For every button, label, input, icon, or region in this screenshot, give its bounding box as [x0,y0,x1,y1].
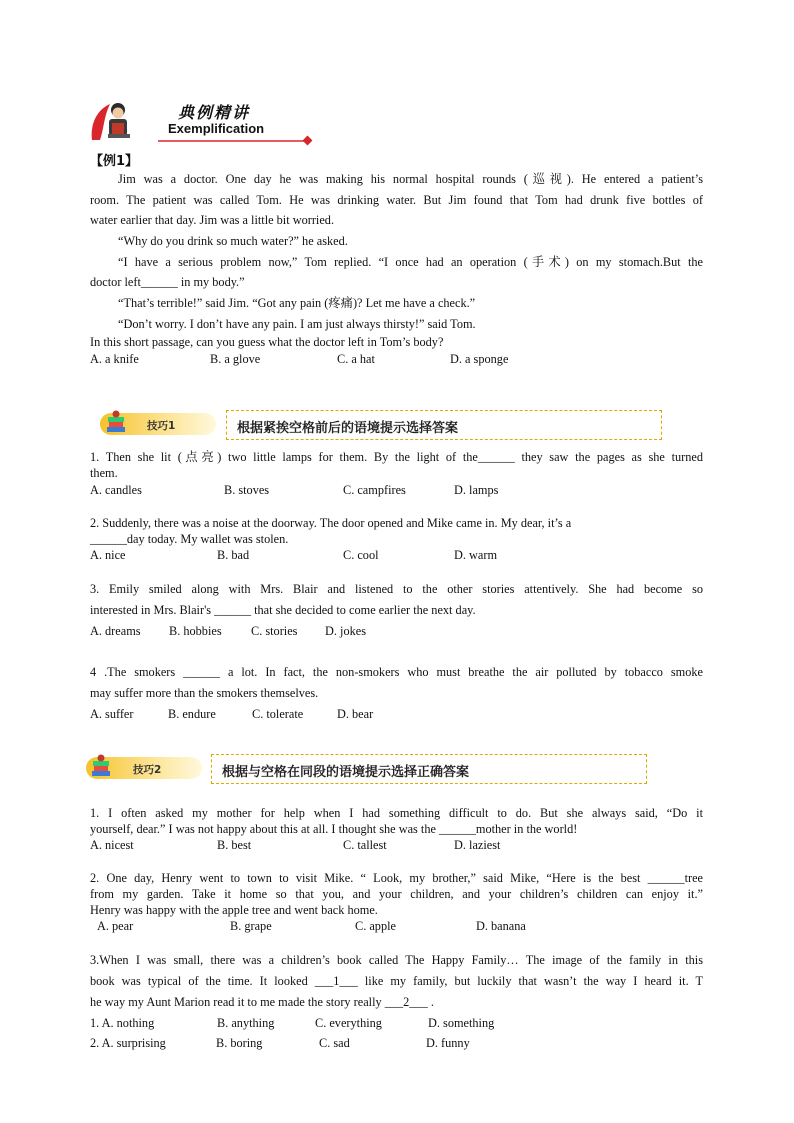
example-line-2: room. The patient was called Tom. He was drinking water. But Jim found that Tom had drunk five bottles of [90,193,703,207]
example-line-5: “I have a serious problem now,” Tom replied. “I once had an operation (手术) on my stomach.But the [118,255,703,269]
tip2-q1-line-2: yourself, dear.” I was not happy about this at all. I thought she was the ______mother in the world! [90,822,578,836]
tip2-q2-line-3: Henry was happy with the apple tree and went back home. [90,903,378,917]
tip1-q1-option-b: B. stoves [224,483,270,497]
tip1-q2-option-b: B. bad [217,548,250,562]
tip2-q1-option-c: C. tallest [343,838,387,852]
tip1-q3-line-2: interested in Mrs. Blair's ______ that she decided to come earlier the next day. [90,603,476,617]
tip1-q2-line-2: ______day today. My wallet was stolen. [90,532,289,546]
tip1-q4-line-2: may suffer more than the smokers themselves. [90,686,319,700]
tip2-q3-blank2-option-d: D. funny [426,1036,470,1050]
tip1-q3-option-a: A. dreams [90,624,141,638]
tip1-q3-line-1: 3. Emily smiled along with Mrs. Blair and listened to the other stories attentively. She had become so [90,582,703,596]
tip1-q2-option-c: C. cool [343,548,379,562]
tip1-q1-option-c: C. campfires [343,483,406,497]
tip2-q3-blank1-option-b: B. anything [217,1016,275,1030]
diamond-icon [303,136,313,146]
tip1-q2-option-a: A. nice [90,548,126,562]
tip1-q3-option-c: C. stories [251,624,298,638]
example-option-c: C. a hat [337,352,375,366]
tip2-q1-line-1: 1. I often asked my mother for help when I had something difficult to do. But she always said, “Do it [90,806,703,820]
tip1-q3-option-b: B. hobbies [169,624,222,638]
example-option-d: D. a sponge [450,352,509,366]
tip2-q3-blank1-option-a: 1. A. nothing [90,1016,155,1030]
tip2-q1-option-a: A. nicest [90,838,134,852]
tip1-q4-line-1: 4 .The smokers ______ a lot. In fact, the non-smokers who must breathe the air polluted by tobacco smoke [90,665,703,679]
tip2-q1-option-d: D. laziest [454,838,501,852]
tip2-q1-option-b: B. best [217,838,252,852]
feather-icon [92,104,110,140]
tip2-q3-line-2: book was typical of the time. It looked ___1___ like my family, but luckily that wasn’t the way I heard it. T [90,974,703,988]
tip1-q4-option-b: B. endure [168,707,216,721]
tip2-q2-line-2: from my garden. Take it home so that you, and your children, and your children’s children can enjoy it.” [90,887,703,901]
header-title-cn: 典例精讲 [178,103,251,122]
tip2-q2-line-1: 2. One day, Henry went to town to visit Mike. “ Look, my brother,” said Mike, “Here is the best ______tree [90,871,703,885]
tip2-q3-line-3: he way my Aunt Marion read it to me made the story really ___2___ . [90,995,434,1009]
books-icon [89,754,113,782]
tip2-q3-blank2-option-a: 2. A. surprising [90,1036,166,1050]
example-line-8: “Don’t worry. I don’t have any pain. I am just always thirsty!” said Tom. [118,317,476,331]
tip2-q2-option-c: C. apple [355,919,396,933]
tip1-q1-line-2: them. [90,466,118,480]
example-line-3: water earlier that day. Jim was a little bit worried. [90,213,335,227]
tip2-q2-option-a: A. pear [97,919,134,933]
tip1-q2-line-1: 2. Suddenly, there was a noise at the doorway. The door opened and Mike came in. My dear, it’s a [90,516,572,530]
tip2-q2-option-b: B. grape [230,919,272,933]
tip1-q1-option-a: A. candles [90,483,142,497]
tip2-q3-line-1: 3.When I was small, there was a children’s book called The Happy Family… The image of the family in this [90,953,703,967]
tip2-title: 根据与空格在同段的语境提示选择正确答案 [222,765,470,780]
tip2-q3-blank1-option-c: C. everything [315,1016,382,1030]
example-line-4: “Why do you drink so much water?” he asked. [118,234,348,248]
tip1-q2-option-d: D. warm [454,548,498,562]
tip2-q3-blank2-option-c: C. sad [319,1036,350,1050]
tip1-q4-option-d: D. bear [337,707,374,721]
tip2-q3-blank2-option-b: B. boring [216,1036,263,1050]
tip1-q3-option-d: D. jokes [325,624,366,638]
example-line-9: In this short passage, can you guess what the doctor left in Tom’s body? [90,335,444,349]
header-title-en: Exemplification [168,121,265,136]
tip1-title: 根据紧挨空格前后的语境提示选择答案 [237,421,459,436]
books-icon [104,410,128,438]
tip1-q4-option-a: A. suffer [90,707,134,721]
teacher-icon [108,103,130,138]
example-line-1: Jim was a doctor. One day he was making his normal hospital rounds (巡视). He entered a patient’s [118,172,703,186]
example-line-6: doctor left______ in my body.” [90,275,245,289]
example-option-b: B. a glove [210,352,261,366]
tip2-q2-option-d: D. banana [476,919,526,933]
example-option-a: A. a knife [90,352,139,366]
tip1-q1-line-1: 1. Then she lit (点亮) two little lamps for them. By the light of the______ they saw the pages as she turned [90,450,703,464]
tip1-q1-option-d: D. lamps [454,483,499,497]
tip1-tag-label: 技巧1 [147,420,176,432]
tip1-q4-option-c: C. tolerate [252,707,304,721]
example-line-7: “That’s terrible!” said Jim. “Got any pain (疼痛)? Let me have a check.” [118,296,476,310]
example-label: 【例1】 [90,154,139,169]
tip2-tag-label: 技巧2 [133,764,162,776]
tip2-q3-blank1-option-d: D. something [428,1016,495,1030]
